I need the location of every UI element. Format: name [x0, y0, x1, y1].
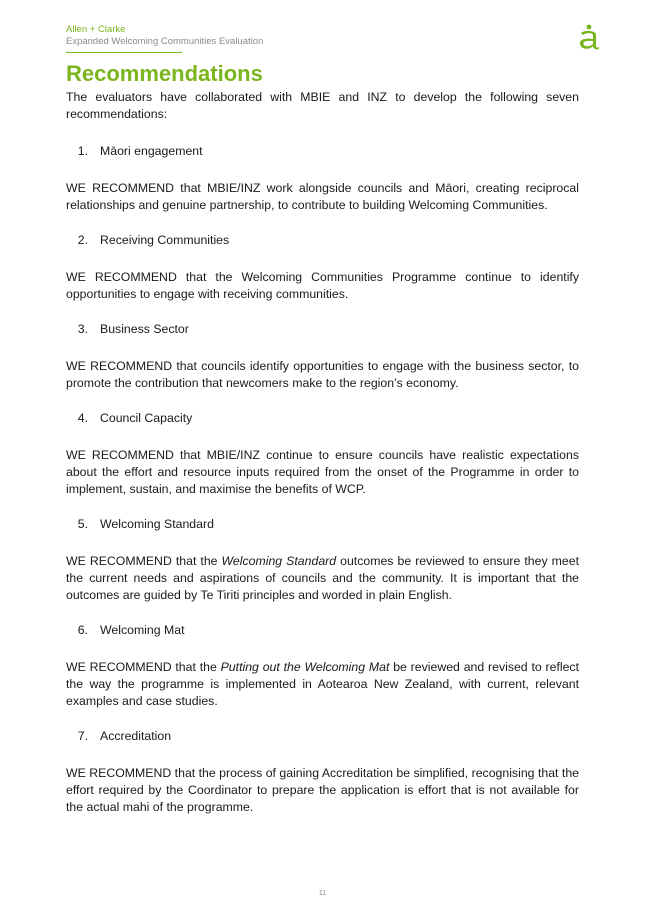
header-subtitle: Expanded Welcoming Communities Evaluation: [66, 36, 264, 47]
list-number: 4.: [77, 411, 88, 425]
recommendation-text-2: WE RECOMMEND that the Welcoming Communities Programme continue to identify opportunities to engage with receiving communities.: [66, 270, 579, 301]
recommendation-text-4: WE RECOMMEND that MBIE/INZ continue to ensure councils have realistic expectations about the effort and resource inputs required from the onset of the Programme in order to implement, sustain, and maximise the benefits of WCP.: [66, 448, 579, 496]
text-part: WE RECOMMEND that the: [66, 660, 221, 674]
list-heading: Council Capacity: [100, 411, 193, 425]
list-heading: Receiving Communities: [100, 233, 230, 247]
document-title-italic: Welcoming Standard: [221, 554, 337, 568]
list-heading: Accreditation: [100, 729, 172, 743]
recommendation-heading-4: [66, 410, 579, 427]
recommendation-text-7: WE RECOMMEND that the process of gaining Accreditation be simplified, recognising that the effort required by the Coordinator to prepare the application is effort that is not available for the actual mahi of the programme.: [66, 766, 579, 814]
text-part: outcomes be reviewed to ensure they meet the current needs and aspirations of councils and the community. It is important that the outcomes are guided by Te Tiriti principles and worded in plain English.: [66, 554, 579, 602]
recommendation-heading-1: [66, 143, 579, 160]
text-part: be reviewed and revised to reflect the way the programme is implemented in Aotearoa New Zealand, with current, relevant examples and case studies.: [66, 660, 579, 708]
recommendation-text-6: [66, 659, 579, 710]
list-number: 2.: [77, 233, 88, 247]
page-number: 11: [318, 890, 327, 897]
recommendation-heading-2: [66, 232, 579, 249]
recommendation-heading-6: [66, 622, 579, 639]
list-number: 7.: [77, 729, 88, 743]
recommendation-heading-3: [66, 321, 579, 338]
allen-clarke-logo-icon: [577, 24, 601, 50]
document-title-italic: Putting out the Welcoming Mat: [220, 660, 390, 674]
recommendation-heading-5: [66, 516, 579, 533]
header-rule: [66, 52, 182, 53]
header-brand: Allen + Clarke: [66, 24, 126, 35]
page-title: Recommendations: [66, 61, 263, 86]
list-heading: Welcoming Mat: [100, 623, 185, 637]
page-header: [66, 24, 263, 53]
list-number: 6.: [77, 623, 88, 637]
intro-paragraph: The evaluators have collaborated with MBIE and INZ to develop the following seven recommendations:: [66, 90, 579, 121]
recommendation-text-3: WE RECOMMEND that councils identify opportunities to engage with the business sector, to promote the contribution that newcomers make to the region’s economy.: [66, 359, 579, 390]
list-number: 1.: [77, 144, 88, 158]
list-number: 5.: [77, 517, 88, 531]
recommendation-text-1: WE RECOMMEND that MBIE/INZ work alongside councils and Māori, creating reciprocal relationships and genuine partnership, to contribute to building Welcoming Communities.: [66, 181, 579, 212]
list-heading: Business Sector: [100, 322, 189, 336]
recommendations-body: [66, 88, 579, 816]
list-number: 3.: [77, 322, 88, 336]
list-heading: Māori engagement: [100, 144, 203, 158]
list-heading: Welcoming Standard: [100, 517, 214, 531]
text-part: WE RECOMMEND that the: [66, 554, 222, 568]
recommendation-text-5: [66, 553, 579, 604]
recommendation-heading-7: [66, 728, 579, 745]
